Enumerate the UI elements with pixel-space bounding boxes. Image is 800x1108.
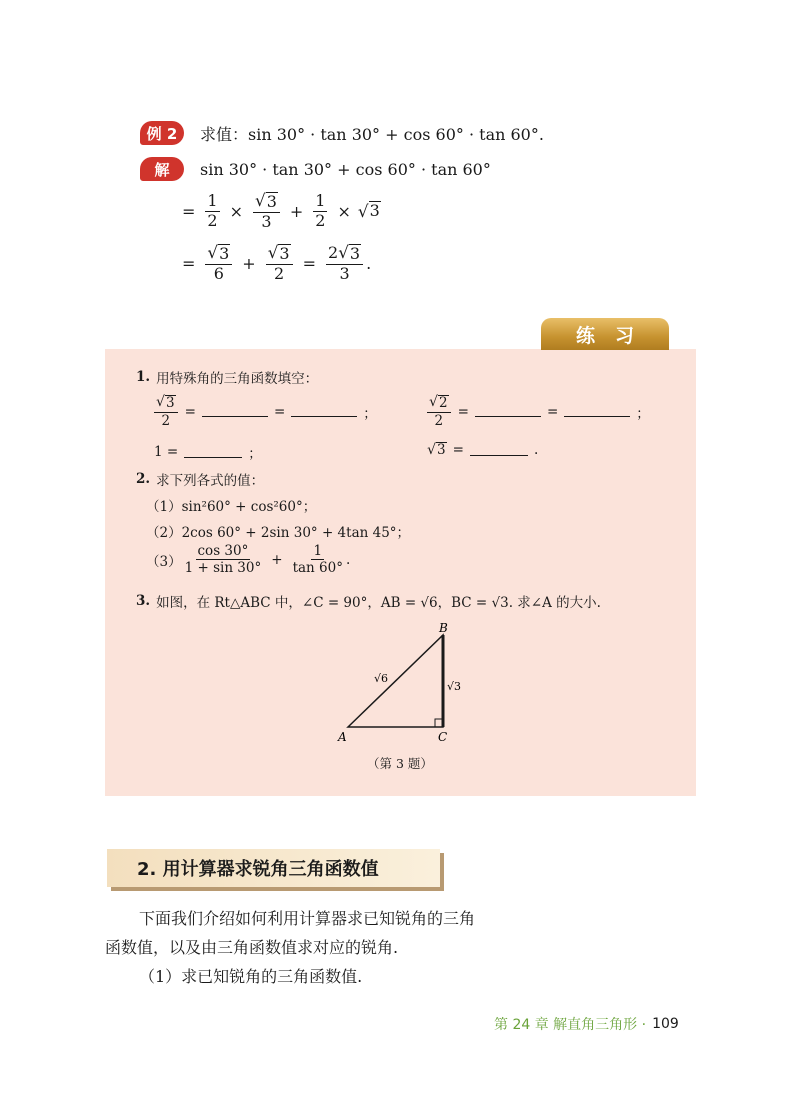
plus-sign: + [271, 551, 283, 568]
numerator [205, 244, 232, 265]
fraction-sqrt2-over-2 [427, 395, 451, 428]
times-sign: × [229, 201, 243, 221]
denominator: 3 [261, 211, 272, 231]
example-prompt: 求值：sin 30° · tan 30° + cos 60° · tan 60°. [200, 124, 544, 144]
fraction-2sqrt3-over-3 [326, 244, 363, 282]
radicand: 2 [439, 395, 448, 411]
denominator: 3 [339, 263, 350, 283]
page-footer [494, 1014, 679, 1034]
question-text: 求下列各式的值： [156, 473, 265, 489]
solution-badge: 解 [140, 157, 184, 181]
fraction-sqrt3-over-6 [205, 244, 232, 282]
sqrt-symbol [429, 395, 449, 411]
q2-part-1: （1）sin²60° + cos²60°； [146, 499, 317, 515]
part-label: （3） [146, 553, 182, 570]
example-2-header [140, 121, 544, 145]
triangle-abc [348, 635, 443, 727]
numerator: 1 [207, 190, 218, 210]
vertex-label-a: A [338, 730, 347, 744]
question-text: 如图，在 Rt△ABC 中，∠C = 90°，AB = √6，BC = √3. 求∠A 的大小. [156, 595, 601, 611]
radicand: 3 [266, 192, 277, 211]
answer-blank[interactable] [184, 447, 242, 458]
side-label-ab: √6 [374, 672, 389, 685]
solution-line-0: sin 30° · tan 30° + cos 60° · tan 60° [200, 159, 491, 179]
solution-line-1 [182, 192, 381, 230]
question-2 [136, 469, 264, 489]
period: . [345, 551, 351, 568]
radicand: 3 [166, 395, 175, 411]
vertex-label-c: C [438, 730, 448, 744]
equals-sign: = [302, 253, 316, 273]
figure-caption: （第 3 题） [367, 756, 433, 771]
radical-icon: √ [338, 242, 349, 262]
practice-tab: 练习 [541, 318, 669, 350]
radical-icon: √ [427, 442, 437, 458]
plus-sign: + [289, 201, 304, 221]
answer-blank[interactable] [291, 406, 357, 417]
fraction-sqrt3-over-2 [154, 395, 178, 428]
sqrt-3 [358, 201, 381, 221]
equals-sign: = [273, 403, 286, 420]
radical-icon: √ [207, 242, 219, 262]
denominator: tan 60° [292, 560, 343, 577]
q1-fill-sqrt2-over-2 [427, 395, 650, 428]
chapter-label: 第 24 章 解直角三角形 · [494, 1017, 647, 1033]
numerator [154, 395, 178, 413]
radical-icon: √ [429, 394, 439, 410]
fraction-1-over-tan60 [293, 544, 343, 575]
answer-blank[interactable] [202, 406, 268, 417]
question-text: 用特殊角的三角函数填空： [156, 371, 319, 387]
radicand: 3 [349, 244, 361, 263]
body-paragraph-line-1: 下面我们介绍如何利用计算器求已知锐角的三角 [139, 909, 476, 928]
sqrt-symbol [268, 244, 291, 263]
semicolon: ； [363, 405, 377, 422]
side-label-bc: √3 [447, 680, 462, 693]
question-number: 3. [136, 593, 151, 609]
fraction-one-half [313, 190, 327, 230]
fraction-one-half [205, 190, 219, 230]
answer-blank[interactable] [475, 406, 541, 417]
answer-blank[interactable] [470, 445, 528, 456]
sqrt-symbol [255, 192, 278, 211]
denominator: 2 [161, 412, 171, 429]
period: . [366, 253, 372, 273]
solution-line-2 [182, 244, 371, 282]
times-sign: × [337, 201, 351, 221]
radicand: 3 [437, 442, 446, 458]
question-number: 1. [136, 369, 151, 385]
triangle-figure [330, 620, 470, 745]
semicolon: ； [248, 446, 262, 462]
fraction-cos30-over-1-plus-sin30 [185, 544, 262, 575]
equals-sign: = [182, 201, 196, 221]
denominator: 2 [274, 263, 285, 283]
body-paragraph-line-2: 函数值，以及由三角函数值求对应的锐角. [105, 938, 399, 957]
question-1 [136, 367, 318, 387]
q2-part-3 [146, 544, 350, 575]
semicolon: ； [636, 405, 650, 422]
q1-fill-sqrt3 [427, 442, 538, 458]
numerator [427, 395, 451, 413]
plus-sign: + [242, 253, 256, 273]
sqrt-symbol [207, 244, 230, 263]
numerator [266, 244, 293, 265]
denominator: 2 [315, 210, 326, 230]
radicand: 3 [219, 244, 230, 263]
equals-sign: = [546, 403, 559, 420]
body-paragraph-2: （1）求已知锐角的三角函数值. [139, 967, 363, 986]
sqrt-symbol [156, 395, 176, 411]
q1-fill-one [154, 442, 262, 462]
question-3 [136, 591, 601, 611]
radicand: 3 [279, 244, 290, 263]
equals-sign: = [452, 442, 464, 458]
denominator: 2 [434, 412, 444, 429]
period: . [533, 442, 539, 458]
radical-icon: √ [255, 190, 266, 210]
radical-icon: √ [267, 242, 279, 262]
answer-blank[interactable] [564, 406, 630, 417]
denominator: 2 [207, 210, 218, 230]
section-heading: 2. 用计算器求锐角三角函数值 [107, 849, 440, 887]
one-equals: 1 = [154, 444, 179, 460]
radical-icon: √ [357, 201, 369, 222]
radical-icon: √ [156, 394, 166, 410]
equals-sign: = [182, 253, 196, 273]
fraction-sqrt3-over-3 [253, 192, 280, 230]
example-badge: 例 2 [140, 121, 184, 145]
coefficient: 2 [328, 243, 339, 262]
sqrt-symbol [338, 244, 361, 263]
denominator: 1 + sin 30° [184, 560, 262, 577]
equals-sign: = [184, 403, 196, 420]
sqrt-3 [427, 442, 447, 458]
denominator: 6 [213, 263, 224, 283]
equals-sign: = [457, 403, 469, 420]
solution-header [140, 157, 491, 181]
numerator: cos 30° [197, 543, 249, 559]
numerator [326, 244, 363, 265]
question-number: 2. [136, 471, 151, 487]
vertex-label-b: B [439, 621, 448, 635]
q1-fill-sqrt3-over-2 [154, 395, 377, 428]
numerator: 1 [313, 543, 323, 559]
numerator: 1 [315, 190, 326, 210]
fraction-sqrt3-over-2 [266, 244, 293, 282]
page-number: 109 [652, 1016, 679, 1032]
numerator [253, 192, 280, 213]
radicand: 3 [369, 201, 380, 221]
q2-part-2: （2）2cos 60° + 2sin 30° + 4tan 45°； [146, 525, 411, 541]
